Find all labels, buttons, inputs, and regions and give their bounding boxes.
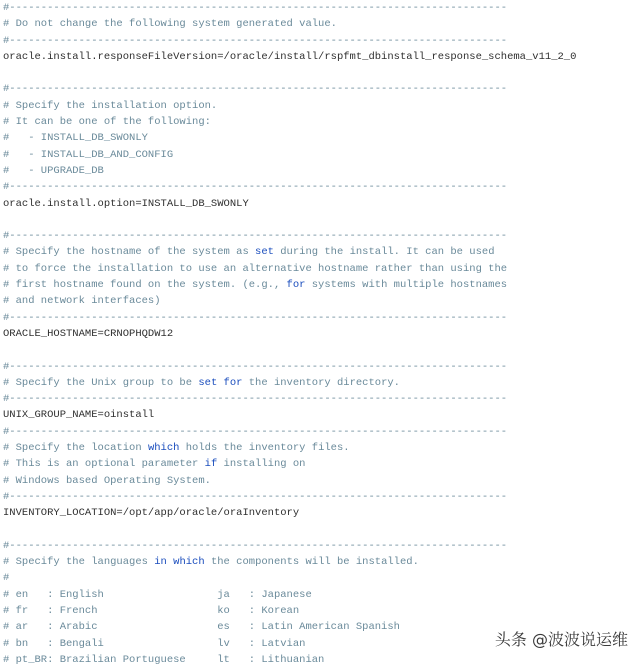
code-line [3,522,576,538]
code-line [3,33,576,49]
code-comment: installing on [217,458,306,471]
code-text: ORACLE_HOSTNAME=CRNOPHQDW12 [3,327,174,340]
code-line [3,65,576,81]
code-comment: # [3,572,10,585]
code-line [3,130,576,146]
code-keyword: in which [154,556,205,569]
code-line [3,277,576,293]
code-comment: #------------------------------------------------------------------------------- [3,539,508,552]
code-keyword: set [255,246,274,259]
code-comment: #------------------------------------------------------------------------------- [3,393,508,406]
code-comment: the inventory directory. [242,376,400,389]
code-line [3,489,576,505]
code-comment: # Specify the Unix group to be [3,376,199,389]
code-line [3,326,576,342]
code-line [3,375,576,391]
code-text: oracle.install.option=INSTALL_DB_SWONLY [3,197,249,210]
code-line [3,212,576,228]
code-comment: # ar : Arabic es : Latin American Spanish [3,621,400,634]
code-comment: #------------------------------------------------------------------------------- [3,83,508,96]
code-line [3,570,576,586]
code-keyword: set for [198,376,243,389]
code-line [3,293,576,309]
code-line [3,0,576,16]
code-comment: # Specify the location [3,442,148,455]
code-line [3,16,576,32]
code-comment: systems with multiple hostnames [305,279,508,292]
code-line [3,342,576,358]
code-line [3,456,576,472]
code-line [3,554,576,570]
code-line [3,587,576,603]
code-line [3,179,576,195]
code-line [3,147,576,163]
code-comment: # - UPGRADE_DB [3,164,104,177]
code-keyword: which [147,442,180,455]
response-file-code-block [3,0,576,668]
code-comment: #------------------------------------------------------------------------------- [3,230,508,243]
code-comment: #------------------------------------------------------------------------------- [3,360,508,373]
code-text: UNIX_GROUP_NAME=oinstall [3,409,155,422]
code-line [3,228,576,244]
code-comment: # Specify the installation option. [3,99,218,112]
code-line [3,163,576,179]
code-comment: the components will be installed. [204,556,419,569]
code-line [3,619,576,635]
code-comment: during the install. It can be used [273,246,495,259]
code-text: INVENTORY_LOCATION=/opt/app/oracle/oraInventory [3,507,300,520]
code-line [3,196,576,212]
code-comment: #------------------------------------------------------------------------------- [3,181,508,194]
code-line [3,603,576,619]
code-comment: #------------------------------------------------------------------------------- [3,2,508,14]
code-comment: # bn : Bengali lv : Latvian [3,637,306,650]
code-line [3,636,576,652]
code-line [3,261,576,277]
code-line [3,407,576,423]
code-comment: # Do not change the following system generated value. [3,18,337,31]
code-comment: # pt_BR: Brazilian Portuguese lt : Lithuanian [3,653,325,666]
code-line [3,98,576,114]
code-line [3,424,576,440]
code-line [3,310,576,326]
code-line [3,391,576,407]
code-line [3,359,576,375]
code-line [3,440,576,456]
code-line [3,473,576,489]
watermark [495,627,628,650]
code-comment: # - INSTALL_DB_SWONLY [3,132,148,145]
code-line [3,244,576,260]
code-comment: holds the inventory files. [179,442,350,455]
code-text: oracle.install.responseFileVersion=/oracle/install/rspfmt_dbinstall_response_schema_v11_2_0 [3,50,577,63]
code-line [3,538,576,554]
code-comment: #------------------------------------------------------------------------------- [3,311,508,324]
watermark-text: 头条 @波波说运维 [494,630,628,649]
code-comment: #------------------------------------------------------------------------------- [3,490,508,503]
code-comment: # fr : French ko : Korean [3,604,300,617]
code-comment: # en : English ja : Japanese [3,588,312,601]
code-line [3,81,576,97]
code-comment: #------------------------------------------------------------------------------- [3,34,508,47]
code-line [3,652,576,668]
code-comment: # and network interfaces) [3,295,161,308]
code-comment: # first hostname found on the system. (e.g., [3,279,287,292]
code-comment: # to force the installation to use an alternative hostname rather than using the [3,262,508,275]
code-comment: # It can be one of the following: [3,116,211,129]
code-line [3,114,576,130]
code-keyword: if [204,458,218,471]
code-comment: # This is an optional parameter [3,458,205,471]
code-comment: # - INSTALL_DB_AND_CONFIG [3,148,174,161]
code-line [3,505,576,521]
code-comment: #------------------------------------------------------------------------------- [3,425,508,438]
code-keyword: for [286,279,306,292]
code-comment: # Specify the hostname of the system as [3,246,256,259]
code-line [3,49,576,65]
code-comment: # Windows based Operating System. [3,474,211,487]
code-comment: # Specify the languages [3,556,155,569]
